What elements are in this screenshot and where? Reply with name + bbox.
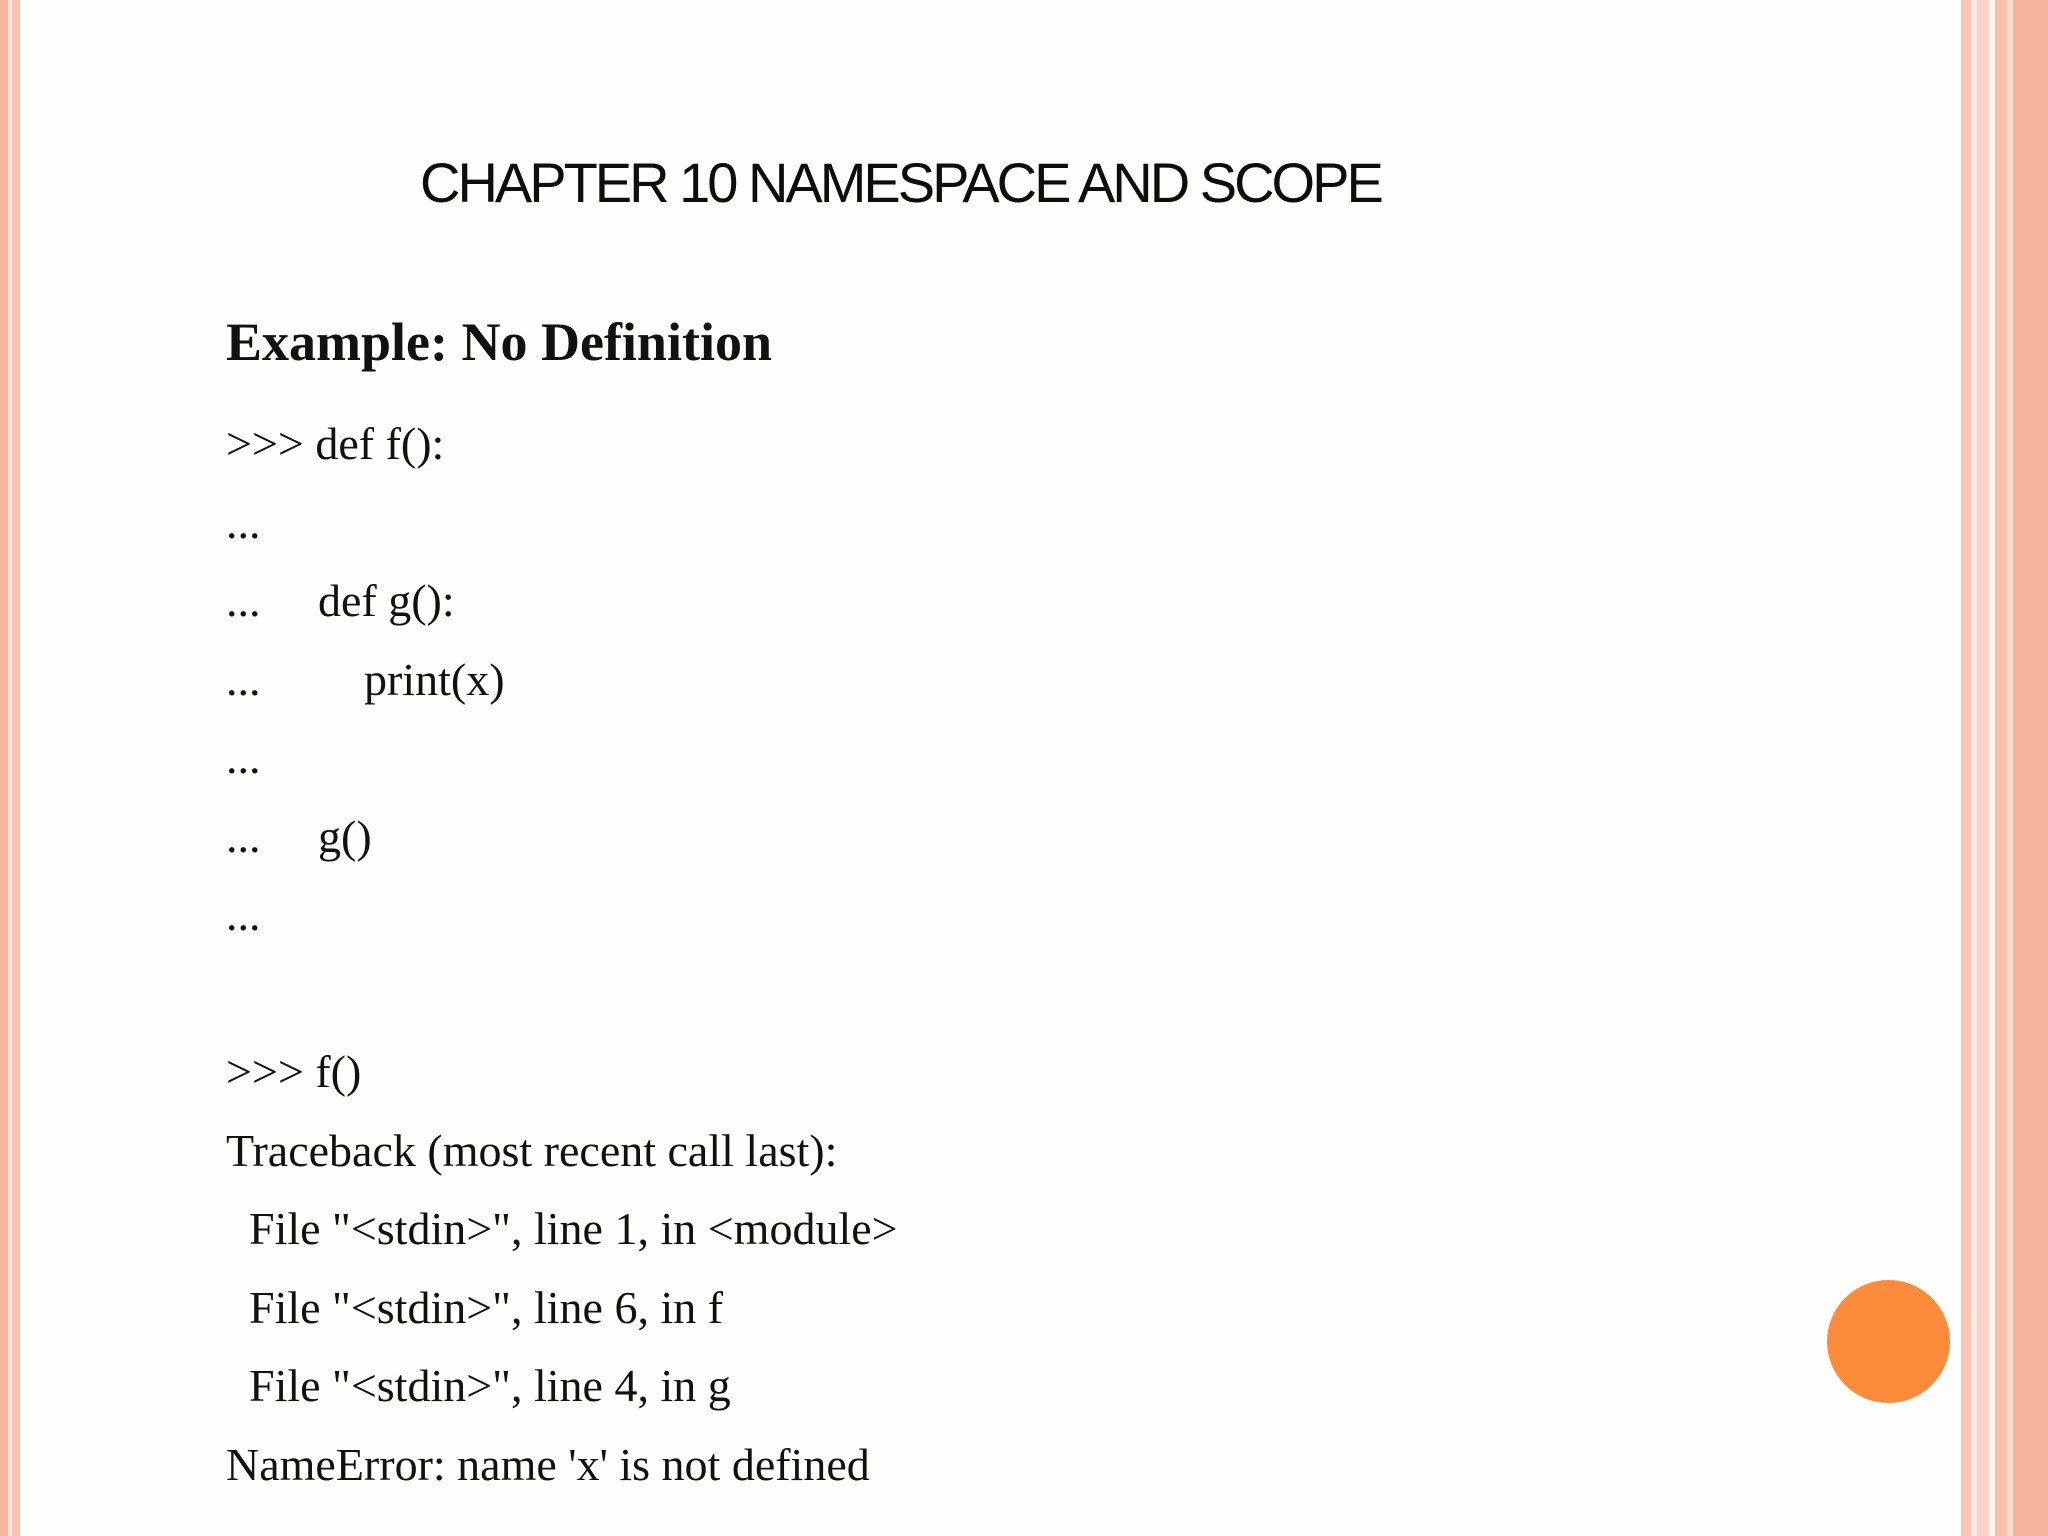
error-line: NameError: name 'x' is not defined — [226, 1438, 870, 1490]
traceback-line: File "<stdin>", line 4, in g — [226, 1360, 731, 1411]
code-block — [226, 405, 1726, 1504]
traceback-line: File "<stdin>", line 6, in f — [226, 1281, 724, 1333]
code-line: >>> f() — [226, 1046, 362, 1097]
code-line-blank — [226, 955, 1726, 1034]
right-border-stripes — [1957, 0, 2048, 1536]
code-line: ... — [226, 889, 261, 940]
traceback-line: Traceback (most recent call last): — [226, 1124, 838, 1176]
code-line: ... def g(): — [226, 575, 455, 626]
code-line: ... g() — [226, 810, 372, 862]
slide-content — [226, 305, 1726, 1504]
slide-title: CHAPTER 10 NAMESPACE AND SCOPE — [420, 151, 1381, 214]
traceback-line: File "<stdin>", line 1, in <module> — [226, 1203, 898, 1254]
example-heading: Example: No Definition — [226, 312, 772, 372]
code-line: ... — [226, 732, 261, 783]
code-line: ... print(x) — [226, 653, 505, 705]
left-border-stripes — [0, 0, 26, 1536]
decorative-orange-circle — [1827, 1280, 1950, 1403]
code-line: ... — [226, 496, 261, 548]
code-line: >>> def f(): — [226, 418, 445, 469]
